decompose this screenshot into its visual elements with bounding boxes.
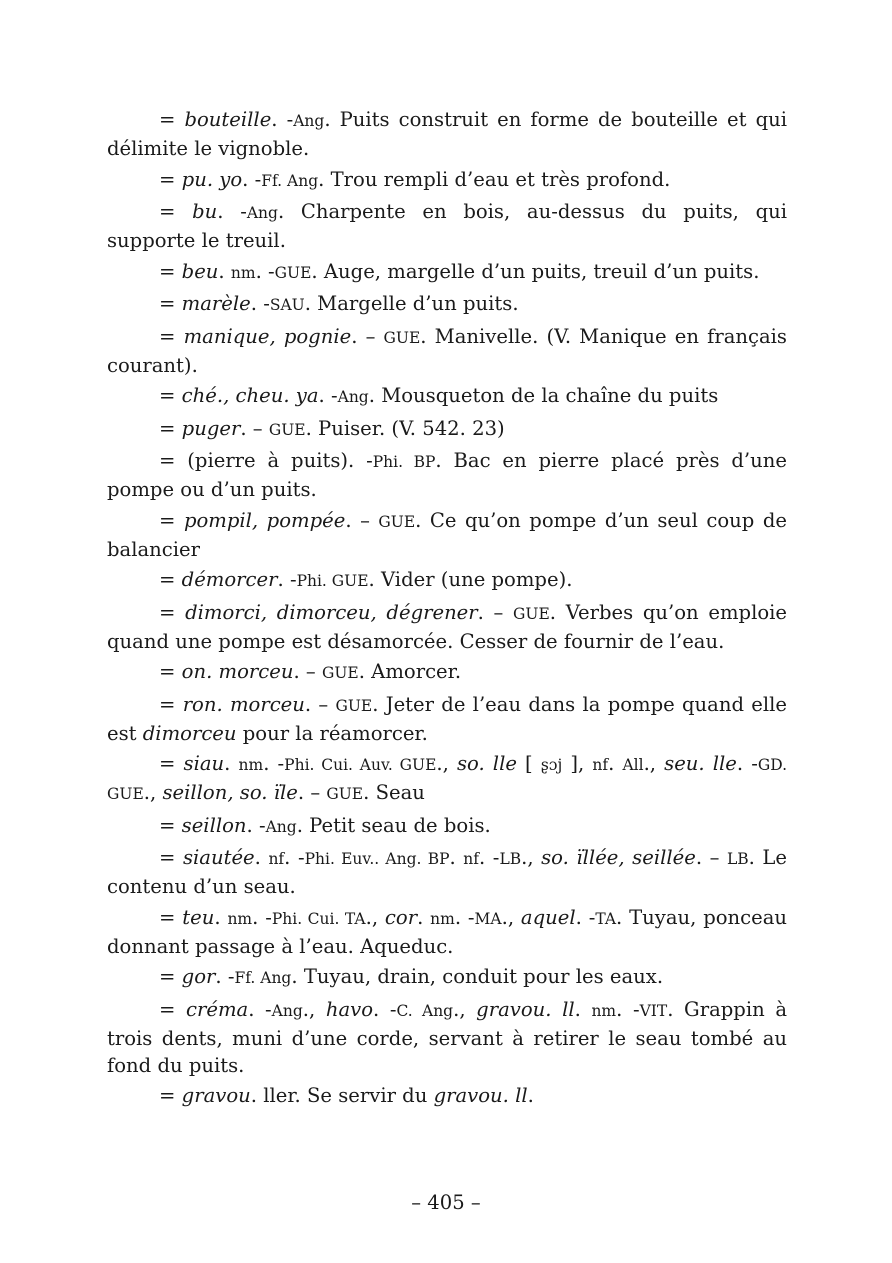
entry-text: . Vider (une pompe). — [368, 568, 573, 591]
entry-text: = — [159, 324, 184, 348]
entry-term: cor — [384, 905, 418, 929]
entry-text: . Jeter de l’eau dans la pompe quand elle est — [107, 692, 788, 745]
entry-term: pompil, pompée — [183, 508, 346, 532]
entry-list — [107, 106, 787, 1109]
entry-text: . - — [217, 200, 247, 223]
entry-text: . Grappin à trois dents, muni d’une corde, servant à retirer le seau tombé au fond du puits. — [107, 997, 788, 1077]
entry-text: . Bac en pierre placé près d’une pompe ou d’un puits. — [107, 449, 787, 501]
entry-term: havo — [325, 997, 374, 1021]
entry-text: . - — [252, 905, 272, 929]
entry-text: pour la réamorcer. — [236, 721, 428, 745]
entry-text: . — [574, 997, 592, 1021]
entry-text: . – — [293, 660, 322, 683]
entry-text: . Manivelle. (V. Manique en français courant). — [107, 324, 787, 377]
entry-abbreviation: GUE — [378, 512, 416, 531]
entry-text: . Margelle d’un puits. — [304, 292, 519, 315]
entry-term: dimorceu — [142, 721, 237, 745]
entry-term: ron. morceu — [182, 692, 305, 716]
entry-text: . – — [695, 846, 727, 869]
entry-text: = (pierre à puits). - — [159, 449, 373, 472]
entry-text: . - — [454, 905, 475, 929]
entry-text: . - — [246, 813, 266, 837]
entry-text: ], — [562, 752, 593, 775]
entry-abbreviation: Phi. Cui. TA — [271, 909, 366, 928]
dictionary-entry — [107, 963, 787, 992]
entry-text: ., — [521, 846, 542, 869]
dictionary-entry — [107, 812, 787, 841]
entry-abbreviation: nf — [592, 756, 609, 774]
dictionary-entry — [107, 658, 787, 687]
entry-term: bouteille — [184, 108, 272, 131]
entry-abbreviation: nf — [268, 850, 285, 868]
entry-text: . - — [736, 752, 758, 775]
entry-text: . - — [284, 846, 305, 869]
entry-text: = — [159, 813, 182, 837]
entry-text: = — [159, 997, 187, 1021]
entry-abbreviation: nm — [230, 263, 256, 282]
entry-text: ., — [143, 781, 163, 804]
entry-text: . - — [479, 846, 500, 869]
entry-abbreviation: nm — [227, 909, 253, 928]
entry-abbreviation: GD. GUE — [107, 756, 788, 803]
entry-text: . Le contenu d’un seau. — [107, 846, 788, 898]
entry-abbreviation: ʂɔj — [540, 756, 563, 774]
entry-text: . - — [248, 997, 272, 1021]
entry-text: ., — [501, 905, 521, 929]
entry-text: . - — [250, 292, 270, 315]
dictionary-entry — [107, 599, 787, 655]
entry-term: aquel — [520, 905, 576, 929]
entry-abbreviation: Phi. Cui. Auv. GUE — [284, 756, 437, 774]
entry-text: ., — [365, 905, 385, 929]
entry-text: [ — [516, 752, 541, 775]
entry-text: = — [159, 167, 182, 191]
entry-term: démorcer — [181, 568, 278, 591]
entry-text: . – — [297, 781, 327, 804]
entry-text: . Petit seau de bois. — [296, 813, 491, 837]
entry-text: . - — [215, 965, 235, 988]
dictionary-entry — [107, 844, 787, 900]
entry-term: puger — [181, 416, 241, 440]
entry-abbreviation: VIT — [639, 1001, 668, 1020]
entry-abbreviation: GUE — [274, 263, 312, 282]
entry-text: . Tuyau, drain, conduit pour les eaux. — [291, 965, 664, 988]
entry-text: = — [159, 660, 182, 683]
entry-text: . Verbes qu’on emploie quand une pompe est désamorcée. Cesser de fournir de l’eau. — [107, 600, 787, 653]
entry-abbreviation: LB — [726, 850, 749, 868]
entry-abbreviation: GUE — [383, 328, 421, 347]
dictionary-entry — [107, 166, 787, 195]
entry-term: dimorci, dimorceu, dégrener — [185, 600, 478, 624]
dictionary-entry — [107, 904, 787, 960]
dictionary-entry — [107, 382, 787, 411]
page-number: – 405 – — [411, 1191, 481, 1214]
entry-term: siau — [183, 752, 225, 775]
entry-text: . Puits construit en forme de bouteille et qui délimite le vignoble. — [107, 108, 787, 160]
entry-text: . - — [242, 167, 262, 191]
entry-text: . Tuyau, ponceau donnant passage à l’eau. Aqueduc. — [107, 905, 788, 958]
entry-term: seu. lle — [664, 752, 737, 775]
entry-text: = — [159, 508, 184, 532]
dictionary-entry — [107, 106, 787, 162]
entry-text: . ller. Se servir du — [250, 1084, 434, 1107]
entry-text: . Trou rempli d’eau et très profond. — [318, 167, 671, 191]
entry-term: on. morceu — [181, 660, 294, 683]
entry-term: so. ïllée, seillée — [541, 846, 696, 869]
entry-text: = — [159, 965, 182, 988]
entry-term: marèle — [181, 292, 251, 315]
entry-text: = — [159, 1084, 182, 1107]
dictionary-entry — [107, 323, 787, 379]
entry-text: = — [159, 752, 184, 775]
entry-abbreviation: Ang — [271, 1001, 303, 1020]
entry-abbreviation: GUE — [268, 420, 306, 439]
entry-term: teu — [182, 905, 215, 929]
entry-term: seillon, so. ïle — [162, 781, 298, 804]
entry-abbreviation: MA — [474, 909, 502, 928]
entry-abbreviation: Phi. BP — [372, 453, 436, 471]
entry-text: . – — [351, 324, 384, 348]
entry-text: . Auge, margelle d’un puits, treuil d’un puits. — [311, 259, 760, 283]
entry-text: . – — [477, 600, 514, 624]
entry-text: . - — [616, 997, 640, 1021]
entry-abbreviation: Ang — [293, 112, 325, 130]
page-body — [107, 106, 787, 1113]
entry-abbreviation: nf — [463, 850, 480, 868]
dictionary-entry — [107, 566, 787, 595]
entry-text: . Mousqueton de la chaîne du puits — [368, 384, 719, 407]
entry-term: bu — [192, 200, 218, 223]
entry-abbreviation: Ff. Ang — [261, 171, 319, 190]
entry-text: . — [214, 905, 228, 929]
entry-text: . - — [263, 752, 285, 775]
entry-text: = — [159, 259, 182, 283]
entry-text: . – — [240, 416, 269, 440]
entry-text: ., — [302, 997, 326, 1021]
entry-text: . — [449, 846, 464, 869]
entry-text: . - — [271, 108, 294, 131]
entry-text: = — [159, 108, 185, 131]
entry-text: = — [159, 692, 183, 716]
entry-text: ., — [453, 997, 477, 1021]
entry-term: gravou — [181, 1084, 251, 1107]
entry-abbreviation: nm — [591, 1001, 617, 1020]
dictionary-entry — [107, 290, 787, 319]
entry-term: siautée — [182, 846, 255, 869]
entry-text: . Seau — [363, 781, 425, 804]
entry-abbreviation: TA — [595, 909, 617, 928]
entry-text: . Charpente en bois, au-dessus du puits, qui supporte le treuil. — [107, 200, 787, 252]
entry-abbreviation: nm — [430, 909, 455, 928]
entry-term: manique, pognie — [183, 324, 352, 348]
entry-text: = — [159, 292, 182, 315]
entry-term: pu. yo — [181, 167, 243, 191]
entry-abbreviation: SAU — [269, 296, 305, 314]
entry-abbreviation: Ang — [337, 388, 369, 406]
entry-text: . Ce qu’on pompe d’un seul coup de balancier — [107, 508, 787, 561]
entry-text: = — [159, 905, 183, 929]
dictionary-entry — [107, 691, 787, 747]
entry-text: . — [224, 752, 239, 775]
dictionary-entry — [107, 447, 787, 503]
entry-text: = — [159, 200, 193, 223]
entry-abbreviation: GUE — [321, 664, 359, 682]
entry-text: = — [159, 846, 183, 869]
dictionary-entry — [107, 198, 787, 254]
entry-text: = — [159, 600, 186, 624]
entry-abbreviation: GUE — [335, 696, 373, 715]
dictionary-entry — [107, 258, 787, 287]
entry-abbreviation: Ff. Ang — [234, 969, 292, 987]
entry-text: . — [417, 905, 431, 929]
entry-term: ché., cheu. ya — [181, 384, 319, 407]
entry-term: seillon — [181, 813, 247, 837]
entry-abbreviation: Phi. GUE — [296, 572, 369, 590]
entry-text: . — [254, 846, 269, 869]
entry-text: . – — [345, 508, 379, 532]
entry-term: gor — [181, 965, 216, 988]
entry-text: . — [608, 752, 623, 775]
entry-text: . Amorcer. — [358, 660, 462, 683]
entry-abbreviation: GUE — [513, 604, 550, 623]
entry-text: . - — [255, 259, 275, 283]
entry-text: . — [527, 1084, 534, 1107]
entry-text: . – — [304, 692, 336, 716]
entry-term: gravou. ll — [433, 1084, 528, 1107]
entry-text: . - — [277, 568, 297, 591]
entry-text: . — [218, 259, 231, 283]
entry-abbreviation: nm — [238, 756, 264, 774]
entry-abbreviation: Ang — [265, 817, 297, 836]
entry-text: . - — [575, 905, 596, 929]
entry-term: beu — [181, 259, 219, 283]
entry-abbreviation: Phi. Euv.. Ang. BP — [304, 850, 450, 868]
dictionary-entry — [107, 1082, 787, 1109]
entry-text: = — [159, 416, 182, 440]
entry-term: so. lle — [456, 752, 517, 775]
entry-text: = — [159, 384, 182, 407]
dictionary-entry — [107, 750, 787, 808]
entry-text: . Puiser. (V. 542. 23) — [305, 416, 505, 440]
entry-text: ., — [436, 752, 457, 775]
entry-text: . - — [318, 384, 338, 407]
entry-abbreviation: C. Ang — [396, 1001, 454, 1020]
entry-text: = — [159, 568, 182, 591]
entry-abbreviation: All — [622, 756, 644, 774]
entry-term: gravou. ll — [476, 997, 575, 1021]
entry-term: créma — [186, 997, 249, 1021]
entry-text: . - — [373, 997, 397, 1021]
entry-text: ., — [643, 752, 665, 775]
dictionary-entry — [107, 996, 787, 1079]
entry-abbreviation: LB — [499, 850, 522, 868]
entry-abbreviation: Ang — [246, 204, 278, 222]
dictionary-entry — [107, 507, 787, 563]
entry-abbreviation: GUE — [326, 785, 364, 803]
dictionary-entry — [107, 415, 787, 444]
